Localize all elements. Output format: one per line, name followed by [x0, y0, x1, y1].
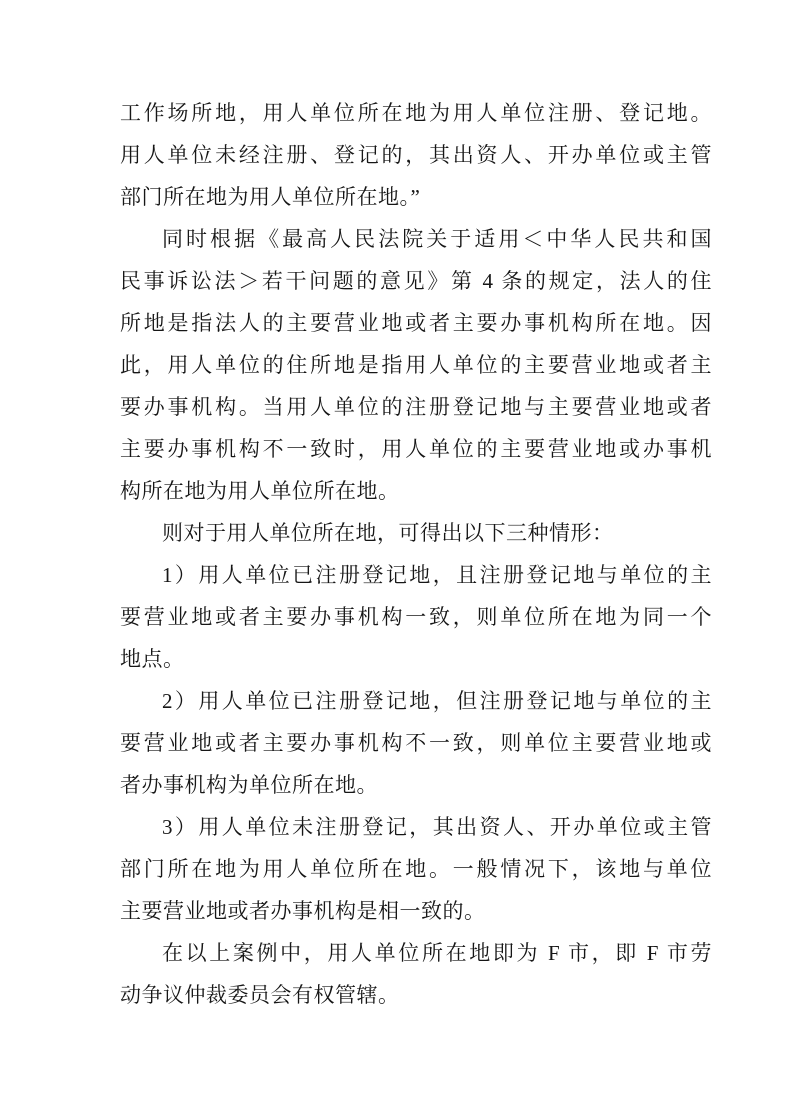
text-line: 主要办事机构不一致时，用人单位的主要营业地或办事机: [120, 437, 712, 461]
text-line: 2）用人单位已注册登记地，但注册登记地与单位的主: [162, 689, 712, 713]
text-line: 地点。: [120, 647, 185, 671]
text-line: 动争议仲裁委员会有权管辖。: [120, 983, 400, 1007]
text-line: 部门所在地为用人单位所在地。”: [120, 185, 421, 209]
text-line: 则对于用人单位所在地，可得出以下三种情形：: [162, 521, 614, 545]
paragraph-case-1: [120, 554, 712, 680]
paragraph-case-3: [120, 806, 712, 932]
text-line: 要营业地或者主要办事机构一致，则单位所在地为同一个: [120, 605, 712, 629]
paragraph-conclusion: [120, 932, 712, 1016]
paragraph-legal-basis: [120, 218, 712, 512]
text-line: 工作场所地，用人单位所在地为用人单位注册、登记地。: [120, 101, 712, 125]
text-line: 要办事机构。当用人单位的注册登记地与主要营业地或者: [120, 395, 712, 419]
text-line: 在以上案例中，用人单位所在地即为 F 市，即 F 市劳: [162, 941, 712, 965]
paragraph-case-2: [120, 680, 712, 806]
text-line: 3）用人单位未注册登记，其出资人、开办单位或主管: [162, 815, 712, 839]
text-line: 要营业地或者主要办事机构不一致，则单位主要营业地或: [120, 731, 712, 755]
paragraph-intro-three-cases: [120, 512, 712, 554]
paragraph-continuation: [120, 92, 712, 218]
text-line: 所地是指法人的主要营业地或者主要办事机构所在地。因: [120, 311, 712, 335]
text-line: 民事诉讼法＞若干问题的意见》第 4 条的规定，法人的住: [120, 269, 712, 293]
text-line: 同时根据《最高人民法院关于适用＜中华人民共和国: [162, 227, 712, 251]
text-line: 此，用人单位的住所地是指用人单位的主要营业地或者主: [120, 353, 712, 377]
text-line: 者办事机构为单位所在地。: [120, 773, 378, 797]
text-line: 用人单位未经注册、登记的，其出资人、开办单位或主管: [120, 143, 712, 167]
text-line: 1）用人单位已注册登记地，且注册登记地与单位的主: [162, 563, 712, 587]
text-line: 主要营业地或者办事机构是相一致的。: [120, 899, 486, 923]
text-line: 部门所在地为用人单位所在地。一般情况下，该地与单位: [120, 857, 712, 881]
document-text-block: [120, 92, 712, 1016]
text-line: 构所在地为用人单位所在地。: [120, 479, 400, 503]
